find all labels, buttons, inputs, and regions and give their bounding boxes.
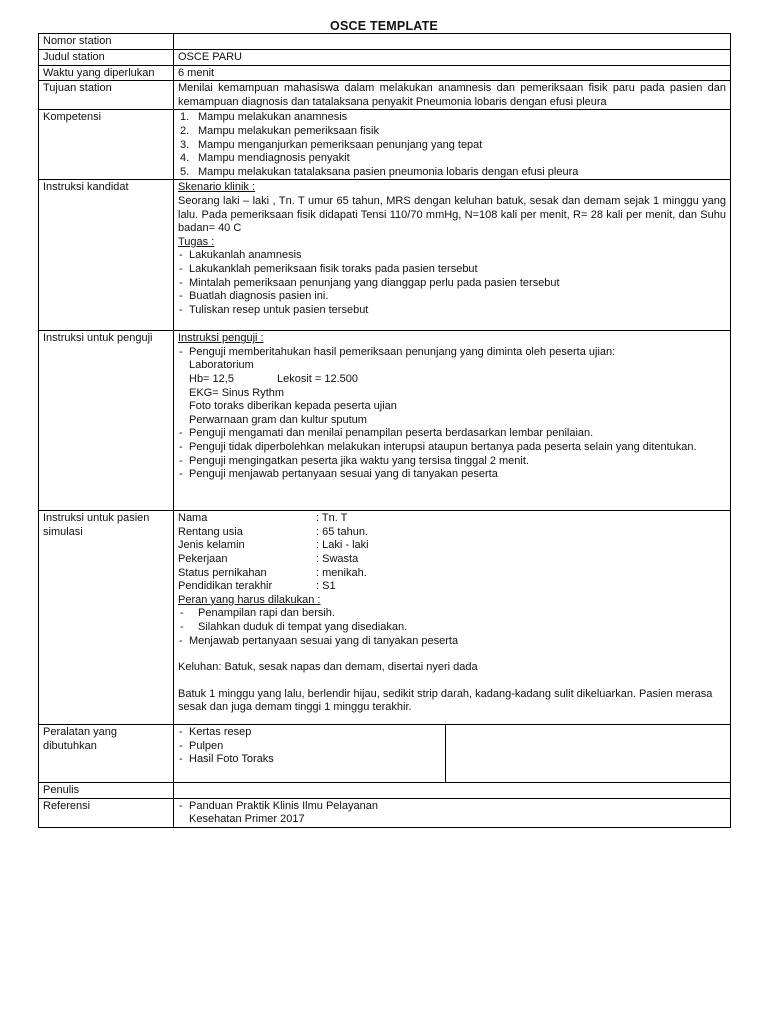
gram-note: Perwarnaan gram dan kultur sputum (189, 413, 367, 426)
label-judul-station: Judul station (39, 50, 174, 66)
list-item: - Buatlah diagnosis pasien ini. (179, 290, 329, 303)
field-kelamin: Jenis kelamin : Laki - laki (178, 539, 369, 552)
skenario-heading: Skenario klinik : (178, 181, 256, 194)
skenario-text: Seorang laki – laki , Tn. T umur 65 tahun, MRS dengan keluhan batuk, sesak dan demam sejak 1 minggu yang lalu. Pada pemeriksaan fisik didapati Tensi 110/70 mmHg, N=108 kali per menit, R= 28 kali per menit, dan Suhu badan= 40 C (178, 194, 726, 235)
label-waktu: Waktu yang diperlukan (39, 65, 174, 81)
row-waktu (39, 65, 731, 81)
row-instruksi-pasien (39, 511, 731, 725)
value-tujuan: Menilai kemampuan mahasiswa dalam melakukan anamnesis dan pemeriksaan fisik paru pada pasien dan kemampuan diagnosis dan tatalaksana penyakit Pneumonia lobaris dengan efusi pleura (174, 81, 731, 110)
keluhan-text: Keluhan: Batuk, sesak napas dan demam, disertai nyeri dada (178, 661, 478, 674)
penguji-list (178, 346, 726, 482)
list-item: 3. Mampu menganjurkan pemeriksaan penunjang yang tepat (180, 138, 483, 151)
row-judul-station (39, 50, 731, 66)
row-tujuan (39, 81, 731, 110)
lab-values: Hb= 12,5 Lekosit = 12.500 (189, 373, 359, 386)
value-judul-station: OSCE PARU (174, 50, 731, 66)
list-item: - Tuliskan resep untuk pasien tersebut (179, 303, 369, 316)
list-item: - Penguji tidak diperbolehkan melakukan interupsi ataupun bertanya pada peserta selain yang ditentukan. (179, 441, 697, 454)
referensi-list (178, 800, 726, 827)
list-item: - Pulpen (179, 739, 224, 752)
list-item: - Penguji mengamati dan menilai penampilan peserta berdasarkan lembar penilaian. (179, 427, 594, 440)
row-kompetensi (39, 110, 731, 180)
field-nama: Nama : Tn. T (178, 512, 348, 525)
list-item: - Panduan Praktik Klinis Ilmu Pelayanan Kesehatan Primer 2017 (179, 799, 378, 826)
list-item: - Hasil Foto Toraks (179, 753, 274, 766)
ekg-result: EKG= Sinus Rythm (189, 386, 285, 399)
penguji-heading: Instruksi penguji : (178, 332, 264, 345)
row-peralatan (39, 725, 731, 783)
list-item: - Penguji memberitahukan hasil pemeriksaan penunjang yang diminta oleh peserta ujian: Laboratorium Hb= 12,5 Lekosit = 12.500 EKG= Sinus Rythm Foto toraks diberikan kepada peserta ujian Perwarnaan gram dan kultur sputum (179, 345, 616, 426)
list-item: - Penampilan rapi dan bersih. (180, 607, 335, 620)
field-usia: Rentang usia : 65 tahun. (178, 525, 368, 538)
field-pekerjaan: Pekerjaan : Swasta (178, 553, 359, 566)
tugas-list (178, 249, 726, 317)
label-instruksi-pasien: Instruksi untuk pasien simulasi (39, 511, 174, 725)
peran-list-2 (178, 635, 726, 649)
value-waktu: 6 menit (174, 65, 731, 81)
row-nomor-station (39, 34, 731, 50)
list-item: - Lakukanlah anamnesis (179, 249, 302, 262)
osce-form-table (38, 33, 731, 828)
label-instruksi-kandidat: Instruksi kandidat (39, 180, 174, 331)
document-title: OSCE TEMPLATE (330, 19, 438, 33)
riwayat-text: Batuk 1 minggu yang lalu, berlendir hijau, sedikit strip darah, kadang-kadang sulit dikeluarkan. Pasien merasa sesak dan juga demam tinggi 1 minggu terakhir. (178, 687, 713, 714)
value-instruksi-pasien (174, 511, 731, 725)
list-item: - Kertas resep (179, 726, 252, 738)
value-penulis (174, 783, 731, 799)
row-penulis (39, 783, 731, 799)
list-item: - Penguji mengingatkan peserta jika waktu yang tersisa tinggal 2 menit. (179, 454, 529, 467)
list-item: 1. Mampu melakukan anamnesis (180, 111, 348, 124)
lab-title: Laboratorium (189, 359, 254, 372)
field-pendidikan: Pendidikan terakhir : S1 (178, 580, 336, 593)
tugas-heading: Tugas : (178, 235, 215, 248)
foto-note: Foto toraks diberikan kepada peserta ujian (189, 400, 397, 413)
value-referensi (174, 798, 731, 827)
value-instruksi-kandidat (174, 180, 731, 331)
label-penulis: Penulis (39, 783, 174, 799)
row-instruksi-kandidat (39, 180, 731, 331)
list-item: 4. Mampu mendiagnosis penyakit (180, 152, 350, 165)
list-item: 2. Mampu melakukan pemeriksaan fisik (180, 124, 379, 137)
list-item: - Menjawab pertanyaan sesuai yang di tanyakan peserta (179, 634, 459, 647)
kompetensi-list (178, 111, 726, 179)
value-peralatan (174, 725, 731, 783)
label-referensi: Referensi (39, 798, 174, 827)
list-item: - Lakukanklah pemeriksaan fisik toraks pada pasien tersebut (179, 262, 478, 275)
field-status: Status pernikahan : menikah. (178, 566, 367, 579)
peralatan-list (178, 726, 441, 767)
value-instruksi-penguji (174, 331, 731, 511)
label-peralatan: Peralatan yang dibutuhkan (39, 725, 174, 783)
label-kompetensi: Kompetensi (39, 110, 174, 180)
value-kompetensi (174, 110, 731, 180)
peran-list (178, 607, 726, 634)
label-tujuan: Tujuan station (39, 81, 174, 110)
peran-heading: Peran yang harus dilakukan : (178, 593, 321, 606)
value-nomor-station (174, 34, 731, 50)
label-instruksi-penguji: Instruksi untuk penguji (39, 331, 174, 511)
row-referensi (39, 798, 731, 827)
row-instruksi-penguji (39, 331, 731, 511)
list-item: - Silahkan duduk di tempat yang disediakan. (180, 621, 408, 634)
list-item: - Mintalah pemeriksaan penunjang yang dianggap perlu pada pasien tersebut (179, 276, 560, 289)
list-item: - Penguji menjawab pertanyaan sesuai yang di tanyakan peserta (179, 468, 498, 481)
list-item: 5. Mampu melakukan tatalaksana pasien pneumonia lobaris dengan efusi pleura (180, 165, 579, 178)
label-nomor-station: Nomor station (39, 34, 174, 50)
